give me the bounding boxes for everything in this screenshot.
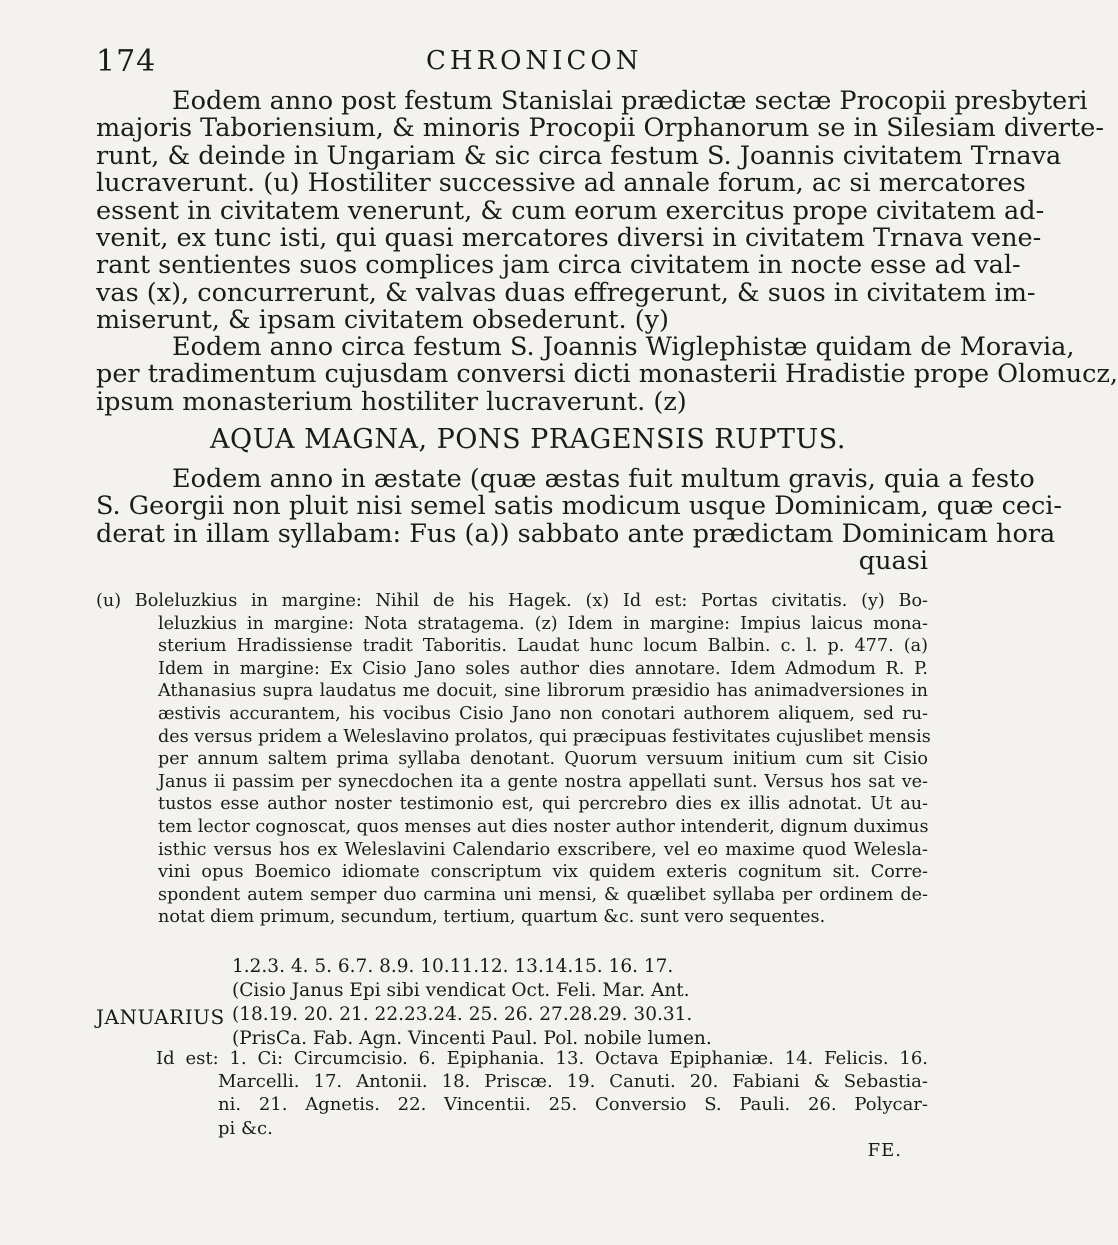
page-header [96,40,886,80]
text-line: rant sentientes suos complices jam circa civitatem in nocte esse ad val- [96,250,1021,281]
footnote-line: tustos esse author noster testimonio est, qui percrebro dies ex illis adnotat. Ut au- [158,794,928,815]
text-line: venit, ex tunc isti, qui quasi mercatores diversi in civitatem Trnava vene- [96,223,1042,254]
footnote-line: æstivis accurantem, his vocibus Cisio Jano non conotari authorem aliquem, sed ru- [158,703,928,724]
text-line: S. Georgii non pluit nisi semel satis modicum usque Dominicam, quæ ceci- [96,491,1063,522]
paragraph-hradisko-monastery [96,332,1118,417]
gloss-line: Id est: 1. Ci: Circumcisio. 6. Epiphania. 13. Octava Epiphaniæ. 14. Felicis. 16. [156,1048,928,1069]
footnote-line: sterium Hradissiense tradit Taboritis. Laudat hunc locum Balbin. c. l. p. 477. (a) [158,636,928,657]
calendar-day-numbers: 1.2.3. 4. 5. 6.7. 8.9. 10.11.12. 13.14.15. 16. 17. [232,956,674,977]
footnote-line: leluzkius in margine: Nota stratagema. (z) Idem in margine: Impius laicus mona- [158,613,928,634]
footnote-line: Janus ii passim per synecdochen ita a gente nostra appellati sunt. Versus hos sat ve- [158,771,928,792]
page-number: 174 [96,44,157,79]
calendar-day-numbers: (18.19. 20. 21. 22.23.24. 25. 26. 27.28.29. 30.31. [232,1004,693,1025]
paragraph-procopius-campaign [96,86,1104,336]
calendar-verse: (PrisCa. Fab. Agn. Vincenti Paul. Pol. nobile lumen. [232,1028,712,1049]
footnote-line: isthic versus hos ex Weleslavini Calendario exscribere, vel eo maxime quod Welesla- [158,839,928,860]
footnote-line: tem lector cognoscat, quos menses aut dies noster author intenderit, dignum duximus [158,816,929,837]
gloss-line: ni. 21. Agnetis. 22. Vincentii. 25. Conversio S. Pauli. 26. Polycar- [218,1094,928,1116]
text-line: miserunt, & ipsam civitatem obsederunt. (y) [96,305,670,336]
text-line: ipsum monasterium hostiliter lucraverunt. (z) [96,386,687,417]
gloss-line: pi &c. [218,1117,273,1139]
text-line: essent in civitatem venerunt, & cum eorum exercitus prope civitatem ad- [96,195,1045,226]
footnote-line: notat diem primum, secundum, tertium, quartum &c. sunt vero sequentes. [158,907,826,928]
text-line: Eodem anno circa festum S. Joannis Wiglephistæ quidam de Moravia, [172,332,1075,362]
footnote-line: per annum saltem prima syllaba denotant. Quorum versuum initium cum sit Cisio [158,749,928,770]
running-head: CHRONICON [426,46,643,76]
text-line: majoris Taboriensium, & minoris Procopii Orphanorum se in Silesiam diverte- [96,113,1104,144]
paragraph-great-flood [96,464,1063,577]
footnotes [96,590,931,929]
gloss-line: Marcelli. 17. Antonii. 18. Priscæ. 19. Canuti. 20. Fabiani & Sebastia- [218,1071,928,1093]
text-line: derat in illam syllabam: Fus (a)) sabbato ante prædictam Dominicam hora [96,518,1056,549]
calendar-gloss [156,1047,928,1140]
text-line: vas (x), concurrerunt, & valvas duas effregerunt, & suos in civitatem im- [96,277,1036,308]
footnote-line: Athanasius supra laudatus me docuit, sine librorum præsidio has animadversiones in [158,681,928,702]
text-line: Eodem anno post festum Stanislai prædictæ sectæ Procopii presbyteri [172,86,1088,116]
text-line: Eodem anno in æstate (quæ æstas fuit multum gravis, quia a festo [172,464,1035,494]
catchword: FE. [867,1140,902,1161]
footnote-line: Idem in margine: Ex Cisio Jano soles author dies annotare. Idem Admodum R. P. [158,658,928,679]
footnote-line: des versus pridem a Weleslavino prolatos, qui præcipuas festivitates cujuslibet mensis [158,726,931,747]
cisio-janus-calendar [96,955,928,1145]
text-line: lucraverunt. (u) Hostiliter successive ad annale forum, ac si mercatores [96,168,1026,199]
calendar-verse: (Cisio Janus Epi sibi vendicat Oct. Feli. Mar. Ant. [232,980,690,1001]
text-line: per tradimentum cujusdam conversi dicti monasterii Hradistie prope Olomucz, [96,359,1118,390]
footnote-line: vini opus Boemico idiomate conscriptum vix quidem exteris cognitum sit. Corre- [158,862,928,883]
month-label: JANUARIUS [96,1005,225,1029]
text-line: quasi [858,546,928,577]
text-line: runt, & deinde in Ungariam & sic circa festum S. Joannis civitatem Trnava [96,140,1062,171]
footnote-line: (u) Boleluzkius in margine: Nihil de his Hagek. (x) Id est: Portas civitatis. (y) Bo- [96,591,928,611]
footnote-line: spondent autem semper duo carmina uni mensi, & quælibet syllaba per ordinem de- [158,884,928,905]
section-heading: AQUA MAGNA, PONS PRAGENSIS RUPTUS. [210,424,846,455]
